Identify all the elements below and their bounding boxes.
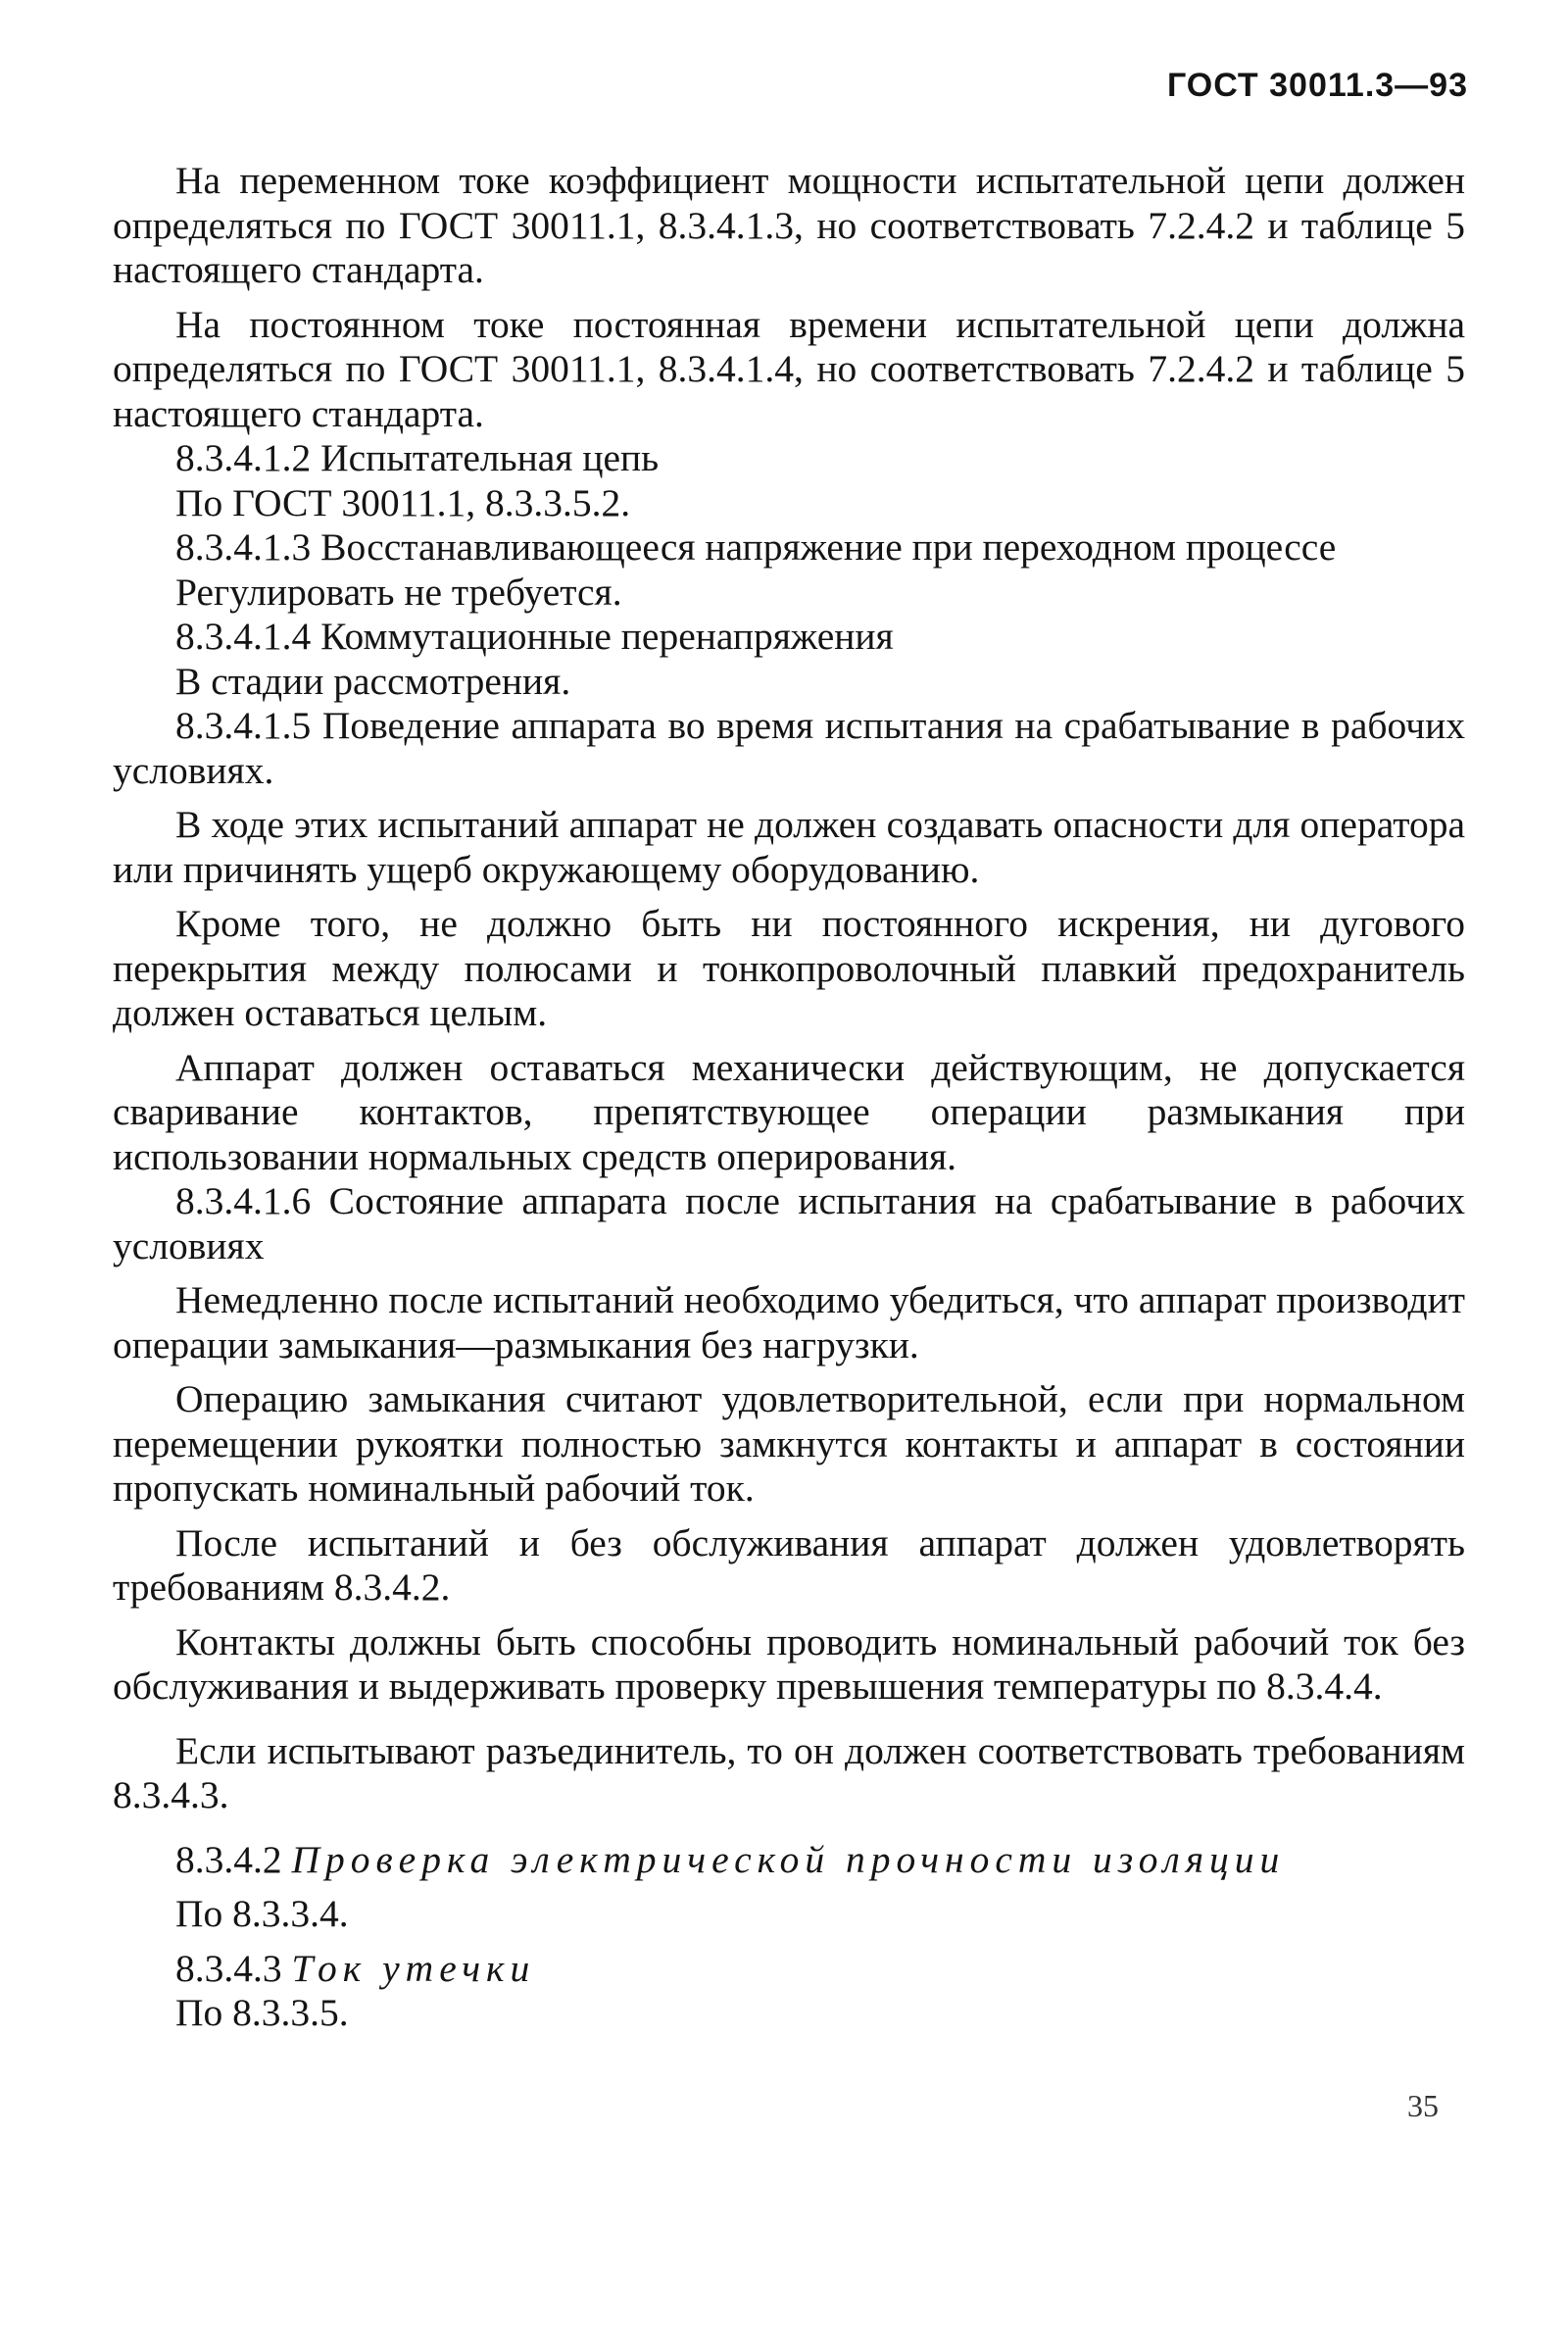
section-number: 8.3.4.2 xyxy=(175,1837,282,1881)
section-number: 8.3.4.3 xyxy=(175,1946,282,1990)
section-8342-body: По 8.3.3.4. xyxy=(175,1892,349,1935)
section-8343-heading xyxy=(113,1947,1465,1992)
paragraph: 8.3.4.1.4 Коммутационные перенапряжения xyxy=(175,615,894,658)
paragraph: 8.3.4.1.6 Состояние аппарата после испытания на срабатывание в рабочих условиях xyxy=(113,1179,1465,1267)
paragraph: 8.3.4.1.2 Испытательная цепь xyxy=(175,436,660,479)
paragraph: Если испытывают разъединитель, то он должен соответствовать требованиям 8.3.4.3. xyxy=(113,1728,1465,1816)
paragraph: По ГОСТ 30011.1, 8.3.3.5.2. xyxy=(175,480,631,524)
paragraph: В стадии рассмотрения. xyxy=(175,659,571,703)
body-text xyxy=(113,159,1465,2036)
paragraph: Кроме того, не должно быть ни постоянного искрения, ни дугового перекрытия между полюсами и тонкопроволочный плавкий предохранитель должен оставаться целым. xyxy=(113,902,1465,1034)
section-title: Ток утечки xyxy=(291,1946,536,1990)
paragraph: Регулировать не требуется. xyxy=(175,570,622,614)
paragraph: На переменном токе коэффициент мощности испытательной цепи должен определяться по ГОСТ 30011.1, 8.3.4.1.3, но соответствовать 7.2.4.2 и таблице 5 настоящего стандарта. xyxy=(113,159,1465,291)
section-title: Проверка электрической прочности изоляции xyxy=(291,1837,1286,1881)
page-number: 35 xyxy=(1407,2088,1439,2123)
paragraph: 8.3.4.1.3 Восстанавливающееся напряжение при переходном процессе xyxy=(175,525,1337,569)
paragraph: Аппарат должен оставаться механически действующим, не допускается сваривание контактов, препятствующее операции размыкания при использовании нормальных средств оперирования. xyxy=(113,1045,1465,1178)
section-8343-body: По 8.3.3.5. xyxy=(175,1991,349,2034)
paragraph: 8.3.4.1.5 Поведение аппарата во время испытания на срабатывание в рабочих условиях. xyxy=(113,704,1465,792)
paragraph: Контакты должны быть способны проводить номинальный рабочий ток без обслуживания и выдерживать проверку превышения температуры по 8.3.4.4. xyxy=(113,1619,1465,1708)
document-code: ГОСТ 30011.3—93 xyxy=(1166,67,1468,104)
paragraph: На постоянном токе постоянная времени испытательной цепи должна определяться по ГОСТ 30011.1, 8.3.4.1.4, но соответствовать 7.2.4.2 и таблице 5 настоящего стандарта. xyxy=(113,302,1465,435)
paragraph: В ходе этих испытаний аппарат не должен создавать опасности для оператора или причинять ущерб окружающему оборудованию. xyxy=(113,803,1465,891)
paragraph: Операцию замыкания считают удовлетворительной, если при нормальном перемещении рукоятки полностью замкнутся контакты и аппарат в состоянии пропускать номинальный рабочий ток. xyxy=(113,1377,1465,1510)
paragraph: Немедленно после испытаний необходимо убедиться, что аппарат производит операции замыкания—размыкания без нагрузки. xyxy=(113,1278,1465,1366)
paragraph: После испытаний и без обслуживания аппарат должен удовлетворять требованиям 8.3.4.2. xyxy=(113,1520,1465,1609)
section-8342-heading xyxy=(113,1838,1465,1883)
